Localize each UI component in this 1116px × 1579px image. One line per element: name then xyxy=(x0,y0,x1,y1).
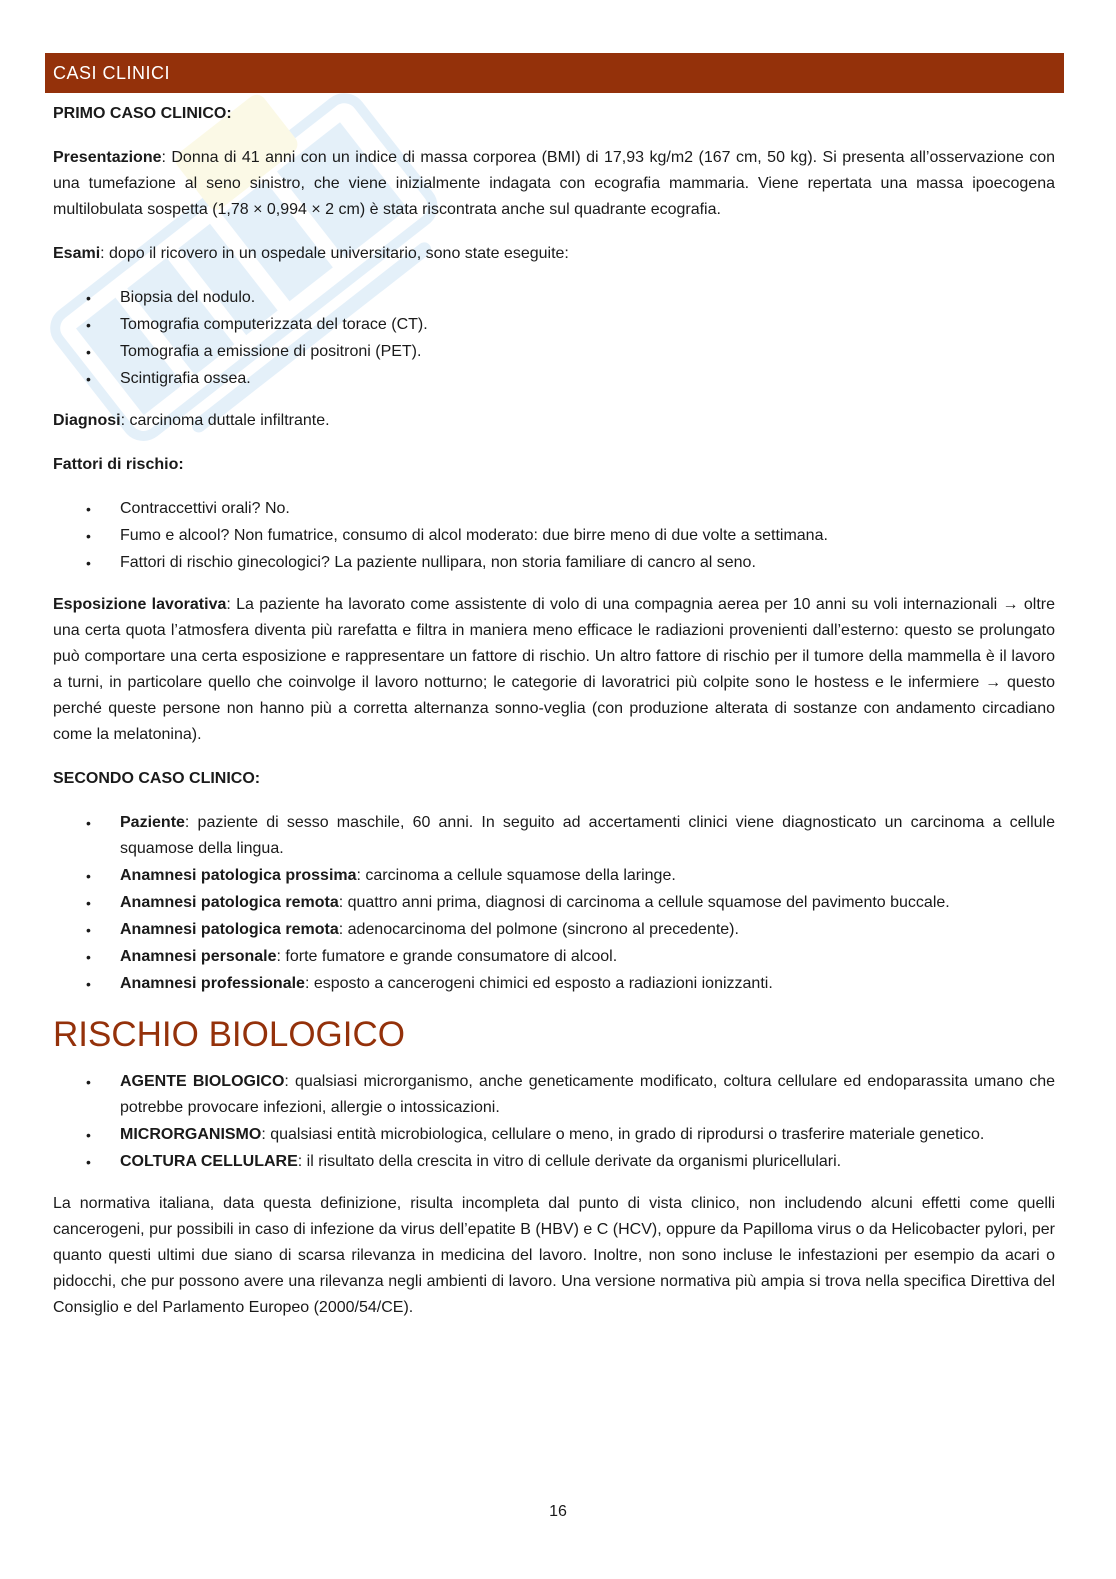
list-item xyxy=(53,810,1055,862)
diagnosi-label: Diagnosi xyxy=(53,412,121,429)
bullet-icon: • xyxy=(86,1154,91,1170)
bullet-icon: • xyxy=(86,922,91,938)
list-item xyxy=(53,971,1055,997)
list-item-text: : adenocarcinoma del polmone (sincrono al precedente). xyxy=(338,921,739,938)
bullet-icon: • xyxy=(86,371,91,387)
bullet-icon: • xyxy=(86,555,91,571)
bullet-icon: • xyxy=(86,290,91,306)
list-item-text: Biopsia del nodulo. xyxy=(120,289,256,306)
list-item xyxy=(53,550,1055,576)
esami-list xyxy=(53,285,1055,392)
fattori-title: Fattori di rischio: xyxy=(53,456,184,473)
bullet-icon: • xyxy=(86,1127,91,1143)
list-item-text: Fumo e alcool? Non fumatrice, consumo di alcol moderato: due birre meno di due volte a settimana. xyxy=(120,527,828,544)
rischio-title: RISCHIO BIOLOGICO xyxy=(53,1015,405,1054)
presentazione-label: Presentazione xyxy=(53,149,162,166)
list-item xyxy=(53,863,1055,889)
bullet-icon: • xyxy=(86,528,91,544)
list-item xyxy=(53,1149,1055,1175)
esposizione-text: : La paziente ha lavorato come assistente di volo di una compagnia aerea per 10 anni su voli internazionali → oltre una certa quota l’atmosfera diventa più rarefatta e filtra in maniera meno efficace le radiazioni provenienti dall’esterno: questo se prolungato può comportare una certa esposizione e rappresentare un fattore di rischio. Un altro fattore di rischio per il tumore della mammella è il lavoro a turni, in particolare quello che coinvolge il lavoro notturno; le categorie di lavoratrici più colpite sono le hostess e le infermiere → questo perché queste persone non hanno più a corretta alternanza sonno-veglia (con produzione alterata di sostanze con andamento circadiano come la melatonina). xyxy=(53,596,1056,743)
presentazione-paragraph xyxy=(53,145,1055,223)
bullet-icon: • xyxy=(86,868,91,884)
list-item xyxy=(53,523,1055,549)
list-item xyxy=(53,366,1055,392)
bullet-icon: • xyxy=(86,949,91,965)
esposizione-label: Esposizione lavorativa xyxy=(53,596,227,613)
list-item-label: Anamnesi professionale xyxy=(120,975,305,992)
esami-label: Esami xyxy=(53,245,101,262)
esami-paragraph xyxy=(53,241,1055,267)
list-item-label: COLTURA CELLULARE xyxy=(120,1153,298,1170)
esposizione-paragraph xyxy=(53,592,1055,748)
list-item xyxy=(53,496,1055,522)
case2-title: SECONDO CASO CLINICO: xyxy=(53,770,261,787)
case2-list xyxy=(53,810,1055,997)
list-item-text: : qualsiasi microrganismo, anche geneticamente modificato, coltura cellulare ed endoparassita umano che potrebbe provocare infezioni, allergie o intossicazioni. xyxy=(120,1073,1055,1116)
list-item-text: : il risultato della crescita in vitro di cellule derivate da organismi pluricellulari. xyxy=(297,1153,842,1170)
bullet-icon: • xyxy=(86,344,91,360)
list-item xyxy=(53,917,1055,943)
normativa-paragraph: La normativa italiana, data questa definizione, risulta incompleta dal punto di vista clinico, non includendo alcuni effetti come quelli cancerogeni, pur possibili in caso di infezione da virus dell’epatite B (HBV) e C (HCV), oppure da Papilloma virus o da Helicobacter pylori, per quanto questi ultimi due siano di scarsa rilevanza in medicina del lavoro. Inoltre, non sono incluse le infestazioni per esempio da acari o pidocchi, che pur possono avere una rilevanza negli ambienti di lavoro. Una versione normativa più ampia si trova nella specifica Direttiva del Consiglio e del Parlamento Europeo (2000/54/CE). xyxy=(53,1195,1055,1316)
diagnosi-paragraph xyxy=(53,408,1055,434)
list-item-label: Anamnesi patologica remota xyxy=(120,921,339,938)
list-item-text: : qualsiasi entità microbiologica, cellulare o meno, in grado di riprodursi o trasferire materiale genetico. xyxy=(261,1126,985,1143)
list-item-label: Anamnesi personale xyxy=(120,948,277,965)
list-item xyxy=(53,944,1055,970)
page-number: 16 xyxy=(549,1503,567,1520)
list-item-text: Scintigrafia ossea. xyxy=(120,370,251,387)
list-item-text: Tomografia computerizzata del torace (CT). xyxy=(120,316,428,333)
bullet-icon: • xyxy=(86,815,91,831)
esami-text: : dopo il ricovero in un ospedale universitario, sono state eseguite: xyxy=(100,245,569,262)
list-item xyxy=(53,339,1055,365)
case1-title: PRIMO CASO CLINICO: xyxy=(53,105,232,122)
main-content xyxy=(53,101,1055,1339)
list-item-text: Tomografia a emissione di positroni (PET). xyxy=(120,343,422,360)
list-item-label: Anamnesi patologica prossima xyxy=(120,867,357,884)
bullet-icon: • xyxy=(86,317,91,333)
list-item-text: Fattori di rischio ginecologici? La paziente nullipara, non storia familiare di cancro al seno. xyxy=(120,554,756,571)
list-item-text: : esposto a cancerogeni chimici ed esposto a radiazioni ionizzanti. xyxy=(304,975,773,992)
list-item-text: : forte fumatore e grande consumatore di alcool. xyxy=(276,948,618,965)
diagnosi-text: : carcinoma duttale infiltrante. xyxy=(120,412,330,429)
bullet-icon: • xyxy=(86,1074,91,1090)
bullet-icon: • xyxy=(86,895,91,911)
presentazione-text: : Donna di 41 anni con un indice di massa corporea (BMI) di 17,93 kg/m2 (167 cm, 50 kg). Si presenta all’osservazione con una tumefazione al seno sinistro, che viene inizialmente indagata con ecografia mammaria. Viene repertata una massa ipoecogena multilobulata sospetta (1,78 × 0,994 × 2 cm) è stata riscontrata anche sul quadrante ecografia. xyxy=(53,149,1055,218)
list-item-label: MICRORGANISMO xyxy=(120,1126,262,1143)
list-item xyxy=(53,312,1055,338)
list-item-label: AGENTE BIOLOGICO xyxy=(120,1073,285,1090)
fattori-list xyxy=(53,496,1055,576)
list-item-text: : quattro anni prima, diagnosi di carcinoma a cellule squamose del pavimento buccale. xyxy=(338,894,950,911)
list-item xyxy=(53,1069,1055,1121)
list-item-text: : carcinoma a cellule squamose della laringe. xyxy=(356,867,676,884)
bullet-icon: • xyxy=(86,976,91,992)
list-item-label: Anamnesi patologica remota xyxy=(120,894,339,911)
bullet-icon: • xyxy=(86,501,91,517)
list-item-text: : paziente di sesso maschile, 60 anni. In seguito ad accertamenti clinici viene diagnosticato un carcinoma a cellule squamose della lingua. xyxy=(120,814,1055,857)
list-item xyxy=(53,285,1055,311)
rischio-list xyxy=(53,1069,1055,1175)
section-header-bar: CASI CLINICI xyxy=(45,53,1064,93)
list-item-label: Paziente xyxy=(120,814,185,831)
list-item xyxy=(53,1122,1055,1148)
list-item xyxy=(53,890,1055,916)
list-item-text: Contraccettivi orali? No. xyxy=(120,500,290,517)
